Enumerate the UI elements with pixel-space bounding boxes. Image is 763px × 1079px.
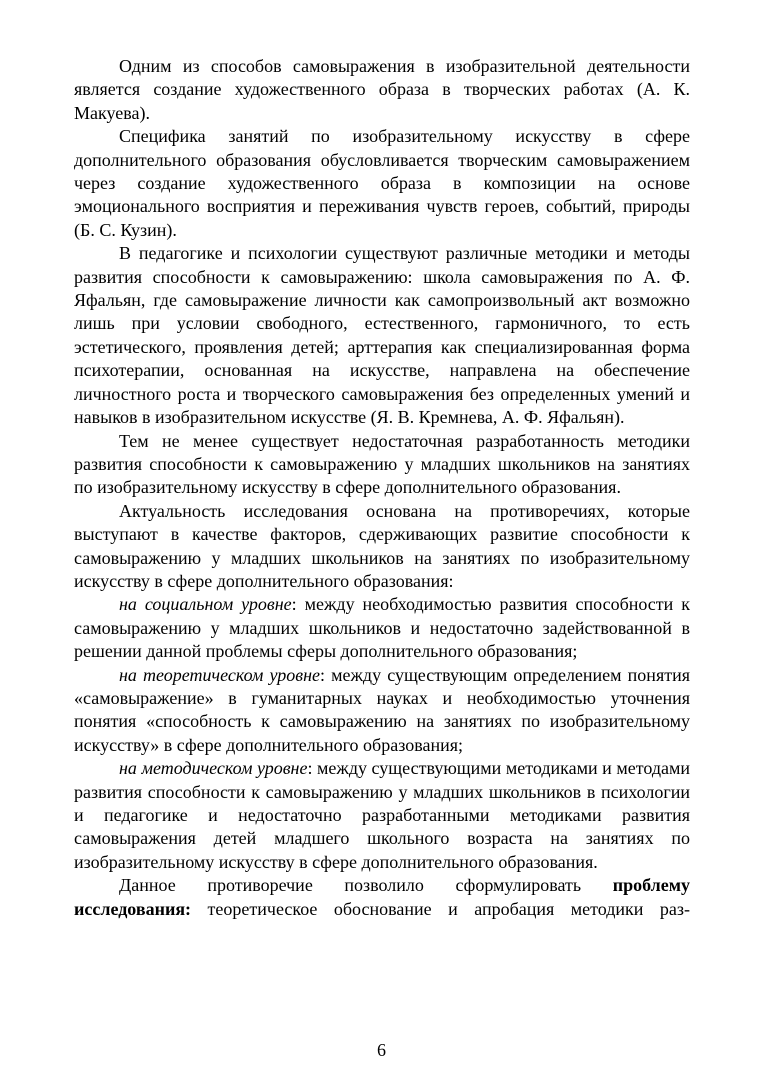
theoretical-level-label: на теоретическом уровне: [119, 664, 320, 685]
social-level-label: на социальном уровне: [119, 594, 292, 615]
page-number: 6: [377, 1040, 386, 1060]
research-problem-text: теоретическое обоснование и апробация методики раз-: [191, 898, 690, 919]
paragraph-4: Тем не менее существует недостаточная разработанность методики развития способности к самовыражению у младших школьников на занятиях по изобразительному искусству в сфере дополнительного образования.: [74, 430, 690, 498]
theoretical-level-text: : между существующим определением понятия «самовыражение» в гуманитарных науках и необходимостью уточнения понятия «способность к самовыражению на занятиях по изобразительному искусству» в сфере дополнительного образования;: [74, 664, 690, 755]
paragraph-methodical-level: [74, 757, 690, 874]
paragraph-1: Одним из способов самовыражения в изобразительной деятельности является создание художественного образа в творческих работах (А. К. Макуева).: [74, 56, 690, 123]
paragraph-theoretical-level: [74, 664, 690, 758]
methodical-level-text: : между существующими методиками и методами развития способности к самовыражению у младших школьников в психологии и педагогике и недостаточно разработанными методиками развития самовыражения детей младшего школьного возраста на занятиях по изобразительному искусству в сфере дополнительного образования.: [74, 758, 690, 872]
research-problem-lead: Данное противоречие позволило сформулировать: [119, 875, 613, 896]
paragraph-2: Специфика занятий по изобразительному искусству в сфере дополнительного образования обусловливается творческим самовыражением через создание художественного образа в композиции на основе эмоционального восприятия и переживания чувств героев, событий, природы (Б. С. Кузин).: [74, 126, 690, 240]
research-problem-term: проблему исследования:: [74, 875, 690, 919]
paragraph-5: Актуальность исследования основана на противоречиях, которые выступают в качестве факторов, сдерживающих развитие способности к самовыражению у младших школьников на занятиях по изобразительному искусству в сфере дополнительного образования:: [74, 500, 690, 591]
social-level-text: : между необходимостью развития способности к самовыражению у младших школьников и недостаточно задействованной в решении данной проблемы сферы дополнительного образования;: [74, 594, 690, 662]
paragraph-research-problem: [74, 874, 690, 921]
paragraph-social-level: [74, 593, 690, 663]
methodical-level-label: на методическом уровне: [119, 758, 308, 779]
document-body: [74, 55, 690, 921]
paragraph-3: В педагогике и психологии существуют различные методики и методы развития способности к самовыражению: школа самовыражения по А. Ф. Яфальян, где самовыражение личности как самопроизвольный акт возможно лишь при условии свободного, естественного, гармоничного, то есть эстетического, проявления детей; арттерапия как специализированная форма психотерапии, основанная на искусстве, направлена на обеспечение личностного роста и творческого самовыражения без определенных умений и навыков в изобразительном искусстве (Я. В. Кремнева, А. Ф. Яфальян).: [74, 243, 690, 428]
